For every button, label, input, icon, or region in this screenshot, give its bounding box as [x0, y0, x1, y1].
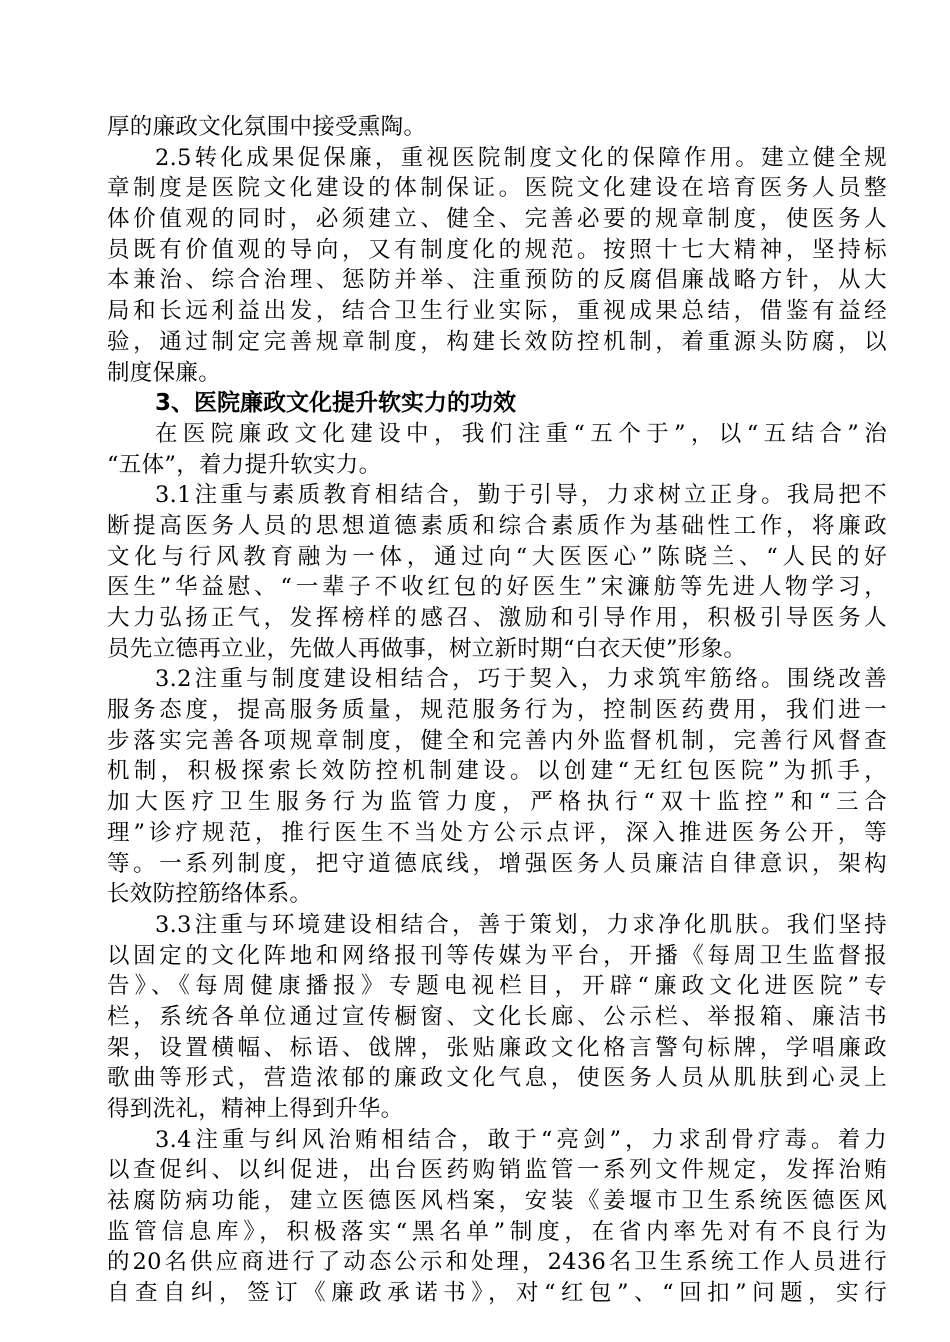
paragraph-line: 医生”华益慰、“一辈子不收红包的好医生”宋濂舫等先进人物学习， — [107, 574, 887, 601]
paragraph-line: 章制度是医院文化建设的体制保证。医院文化建设在培育医务人员整 — [107, 175, 887, 202]
paragraph-line: 长效防控筋络体系。 — [107, 881, 313, 908]
paragraph-line: 机制，积极探索长效防控机制建设。以创建“无红包医院”为抓手， — [107, 758, 887, 785]
paragraph-line: 验，通过制定完善规章制度，构建长效防控机制，着重源头防腐，以 — [107, 328, 887, 355]
paragraph-line: 文化与行风教育融为一体，通过向“大医医心”陈晓兰、“人民的好 — [107, 543, 887, 570]
paragraph-line: 等。一系列制度，把守道德底线，增强医务人员廉洁自律意识，架构 — [107, 850, 887, 877]
paragraph-line: 服务态度，提高服务质量，规范服务行为，控制医药费用，我们进一 — [107, 697, 887, 724]
paragraph-line: 以查促纠、以纠促进，出台医药购销监管一系列文件规定，发挥治贿 — [107, 1157, 887, 1184]
paragraph-line: 断提高医务人员的思想道德素质和综合素质作为基础性工作，将廉政 — [107, 512, 887, 539]
paragraph-line: 2.5转化成果促保廉，重视医院制度文化的保障作用。建立健全规 — [155, 144, 887, 171]
paragraph-line: 歌曲等形式，营造浓郁的廉政文化气息，使医务人员从肌肤到心灵上 — [107, 1065, 887, 1092]
paragraph-line: 以固定的文化阵地和网络报刊等传媒为平台，开播《每周卫生监督报 — [107, 942, 887, 969]
paragraph-line: 制度保廉。 — [107, 359, 222, 386]
paragraph-line: 3.4注重与纠风治贿相结合，敢于“亮剑”，力求刮骨疗毒。着力 — [155, 1126, 887, 1153]
paragraph-line: 加大医疗卫生服务行为监管力度，严格执行“双十监控”和“三合 — [107, 789, 887, 816]
paragraph-line: 栏，系统各单位通过宣传橱窗、文化长廊、公示栏、举报箱、廉洁书 — [107, 1003, 887, 1030]
paragraph-line: 大力弘扬正气，发挥榜样的感召、激励和引导作用，积极引导医务人 — [107, 605, 887, 631]
paragraph-line: 的20名供应商进行了动态公示和处理，2436名卫生系统工作人员进行 — [107, 1249, 887, 1276]
paragraph-line: 员既有价值观的导向，又有制度化的规范。按照十七大精神，坚持标 — [107, 236, 887, 263]
paragraph-line: “五体”，着力提升软实力。 — [107, 451, 382, 478]
paragraph-line: 3.3注重与环境建设相结合，善于策划，力求净化肌肤。我们坚持 — [155, 911, 887, 938]
paragraph-line: 祛腐防病功能，建立医德医风档案，安装《姜堰市卫生系统医德医风 — [107, 1188, 887, 1215]
paragraph-line: 体价值观的同时，必须建立、健全、完善必要的规章制度，使医务人 — [107, 206, 887, 233]
paragraph-line: 告》、《每周健康播报》专题电视栏目，开辟“廉政文化进医院”专 — [107, 973, 887, 1000]
paragraph-line: 3.2注重与制度建设相结合，巧于契入，力求筑牢筋络。围绕改善 — [155, 666, 887, 693]
paragraph-line: 3.1注重与素质教育相结合，勤于引导，力求树立正身。我局把不 — [155, 482, 887, 509]
paragraph-line: 在医院廉政文化建设中，我们注重“五个于”，以“五结合”治 — [155, 420, 887, 447]
section-heading: 3、医院廉政文化提升软实力的功效 — [155, 390, 517, 417]
paragraph-line: 架，设置横幅、标语、戗牌，张贴廉政文化格言警句标牌，学唱廉政 — [107, 1034, 887, 1061]
document-page — [107, 112, 887, 1309]
paragraph-line: 本兼治、综合治理、惩防并举、注重预防的反腐倡廉战略方针，从大 — [107, 267, 887, 294]
paragraph-line: 自查自纠，签订《廉政承诺书》，对“红包”、“回扣”问题，实行 — [107, 1280, 887, 1307]
paragraph-line: 局和长远利益出发，结合卫生行业实际，重视成果总结，借鉴有益经 — [107, 298, 887, 325]
paragraph-line: 厚的廉政文化氛围中接受熏陶。 — [107, 114, 427, 140]
paragraph-line: 得到洗礼，精神上得到升华。 — [107, 1096, 404, 1122]
paragraph-line: 监管信息库》，积极落实“黑名单”制度，在省内率先对有不良行为 — [107, 1218, 887, 1245]
paragraph-line: 理”诊疗规范，推行医生不当处方公示点评，深入推进医务公开，等 — [107, 819, 887, 846]
paragraph-line: 员先立德再立业，先做人再做事，树立新时期“白衣天使”形象。 — [107, 635, 747, 662]
paragraph-line: 步落实完善各项规章制度，健全和完善内外监督机制，完善行风督查 — [107, 727, 887, 754]
